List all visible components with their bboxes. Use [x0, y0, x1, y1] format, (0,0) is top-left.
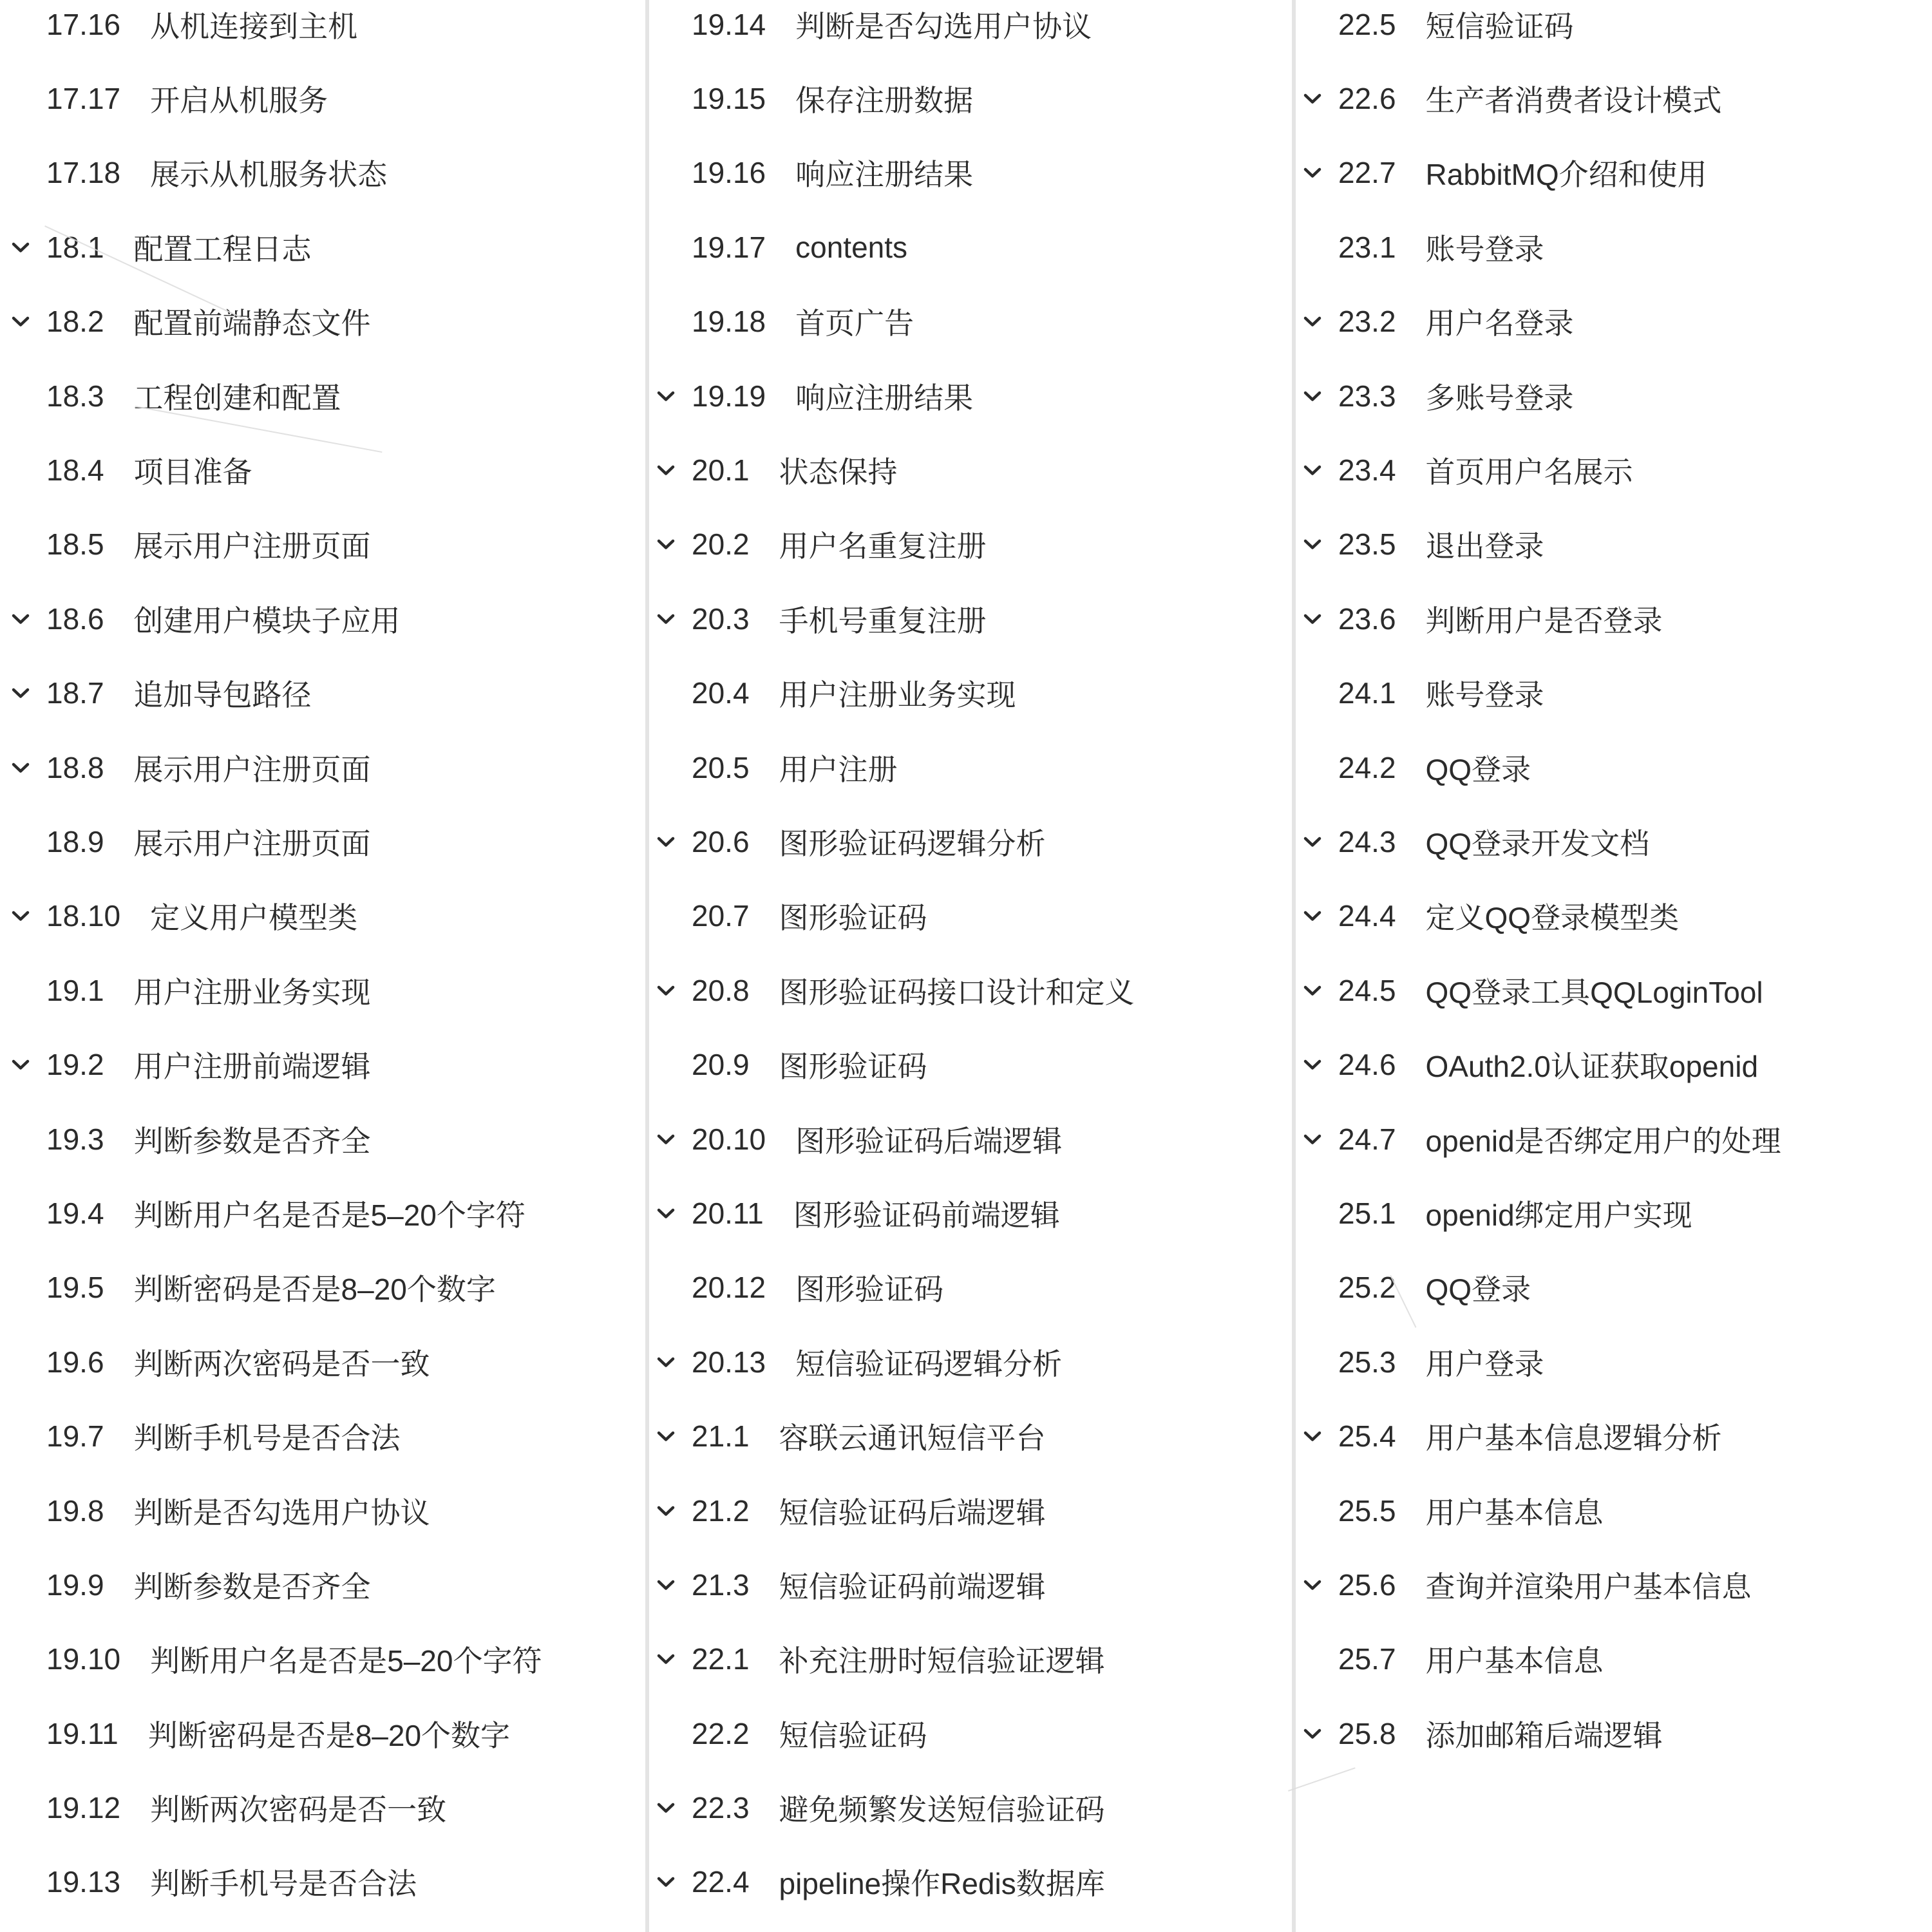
toc-item[interactable] — [657, 730, 1292, 804]
toc-item-title: QQ登录开发文档 — [1425, 826, 1650, 860]
toc-item-title: 判断是否勾选用户协议 — [133, 1495, 430, 1530]
toc-item-number: 19.4 — [46, 1196, 104, 1230]
toc-item[interactable] — [12, 285, 645, 359]
toc-item[interactable] — [12, 359, 645, 433]
toc-item-number: 25.3 — [1338, 1345, 1396, 1379]
toc-item[interactable] — [12, 1696, 645, 1770]
toc-item-number: 22.2 — [692, 1716, 750, 1750]
toc-item[interactable] — [12, 1102, 645, 1176]
toc-item[interactable] — [657, 656, 1292, 730]
toc-item[interactable] — [657, 1325, 1292, 1399]
toc-item-number: 19.9 — [46, 1567, 104, 1602]
toc-item[interactable] — [657, 61, 1292, 135]
toc-item[interactable] — [657, 582, 1292, 656]
toc-item-title: 手机号重复注册 — [779, 603, 987, 638]
toc-item-number: 22.4 — [692, 1865, 750, 1899]
chevron-down-icon[interactable] — [12, 316, 46, 327]
toc-item-number: 24.5 — [1338, 973, 1396, 1007]
toc-item-title: 图形验证码逻辑分析 — [779, 826, 1046, 860]
toc-item-title: 短信验证码逻辑分析 — [795, 1347, 1063, 1381]
chevron-down-icon[interactable] — [1303, 1059, 1338, 1070]
chevron-down-icon[interactable] — [1303, 985, 1338, 996]
toc-item[interactable] — [12, 730, 645, 804]
toc-item-title: 用户基本信息 — [1425, 1495, 1604, 1530]
toc-list-2 — [657, 0, 1292, 1919]
toc-item-number: 19.8 — [46, 1493, 104, 1528]
toc-item[interactable] — [12, 1770, 645, 1844]
toc-item-title: 判断密码是否是8–20个数字 — [133, 1273, 496, 1307]
toc-item-number: 19.14 — [692, 7, 766, 41]
toc-item[interactable] — [12, 953, 645, 1027]
toc-item-title: 判断手机号是否合法 — [133, 1421, 401, 1455]
toc-item-title: 定义QQ登录模型类 — [1425, 901, 1680, 935]
toc-item-title: QQ登录 — [1425, 1273, 1531, 1307]
toc-item[interactable] — [1303, 1622, 1932, 1696]
toc-item-title: 状态保持 — [779, 455, 898, 489]
toc-item-title: 容联云通讯短信平台 — [779, 1421, 1046, 1455]
toc-item-title: 账号登录 — [1425, 678, 1544, 712]
toc-item-title: 首页用户名展示 — [1425, 455, 1633, 489]
toc-item-number: 20.6 — [692, 824, 750, 858]
toc-item-number: 24.4 — [1338, 899, 1396, 933]
toc-item[interactable] — [1303, 804, 1932, 878]
toc-item-title: 开启从机服务 — [150, 84, 328, 118]
toc-item[interactable] — [657, 0, 1292, 61]
toc-item-title: 短信验证码 — [779, 1718, 927, 1752]
toc-item-number: 18.6 — [46, 601, 104, 636]
toc-item[interactable] — [1303, 1176, 1932, 1250]
toc-item-number: 19.19 — [692, 379, 766, 413]
toc-item-title: 用户名登录 — [1425, 307, 1574, 341]
chevron-down-icon[interactable] — [12, 762, 46, 773]
toc-item-title: 短信验证码 — [1425, 9, 1574, 43]
toc-item[interactable] — [1303, 1102, 1932, 1176]
toc-item[interactable] — [657, 1696, 1292, 1770]
toc-item-title: 生产者消费者设计模式 — [1425, 84, 1722, 118]
chevron-down-icon[interactable] — [657, 464, 692, 476]
toc-item[interactable] — [657, 804, 1292, 878]
toc-item-number: 20.12 — [692, 1271, 766, 1305]
toc-item-number: 18.2 — [46, 305, 104, 339]
toc-item-title: 配置工程日志 — [133, 232, 312, 266]
chevron-down-icon[interactable] — [1303, 1728, 1338, 1739]
toc-item-number: 19.10 — [46, 1642, 121, 1676]
toc-item-title: 判断用户名是否是5–20个字符 — [133, 1198, 526, 1232]
toc-item-title: openid是否绑定用户的处理 — [1425, 1124, 1781, 1158]
chevron-down-icon[interactable] — [657, 613, 692, 625]
toc-item-number: 24.2 — [1338, 750, 1396, 784]
toc-item[interactable] — [12, 1473, 645, 1548]
toc-item-number: 22.6 — [1338, 82, 1396, 116]
toc-list-3 — [1303, 0, 1932, 1770]
toc-item[interactable] — [657, 433, 1292, 507]
toc-item[interactable] — [657, 1622, 1292, 1696]
toc-item-title: 展示用户注册页面 — [133, 826, 371, 860]
toc-item[interactable] — [1303, 210, 1932, 284]
toc-item[interactable] — [1303, 507, 1932, 582]
toc-item[interactable] — [657, 879, 1292, 953]
chevron-down-icon[interactable] — [1303, 390, 1338, 402]
chevron-down-icon[interactable] — [1303, 1579, 1338, 1591]
chevron-down-icon[interactable] — [12, 687, 46, 699]
toc-item[interactable] — [12, 61, 645, 135]
chevron-down-icon[interactable] — [12, 1059, 46, 1070]
toc-item-number: 18.5 — [46, 527, 104, 562]
chevron-down-icon[interactable] — [1303, 93, 1338, 104]
toc-item-number: 20.4 — [692, 676, 750, 710]
chevron-down-icon[interactable] — [657, 1356, 692, 1368]
chevron-down-icon[interactable] — [657, 390, 692, 402]
chevron-down-icon[interactable] — [1303, 167, 1338, 178]
toc-item-title: contents — [795, 230, 908, 264]
toc-item-number: 25.2 — [1338, 1271, 1396, 1305]
toc-item[interactable] — [1303, 1251, 1932, 1325]
toc-item[interactable] — [12, 879, 645, 953]
toc-item-title: 短信验证码前端逻辑 — [779, 1569, 1046, 1604]
toc-item[interactable] — [1303, 285, 1932, 359]
toc-item-number: 20.3 — [692, 601, 750, 636]
toc-item-title: 图形验证码 — [795, 1273, 944, 1307]
toc-item-number: 23.5 — [1338, 527, 1396, 562]
toc-item-number: 20.13 — [692, 1345, 766, 1379]
toc-item-number: 21.2 — [692, 1493, 750, 1528]
toc-item-title: 添加邮箱后端逻辑 — [1425, 1718, 1663, 1752]
toc-item[interactable] — [12, 0, 645, 61]
chevron-down-icon[interactable] — [1303, 464, 1338, 476]
toc-item-title: 判断密码是否是8–20个数字 — [147, 1718, 511, 1752]
toc-item-number: 19.16 — [692, 156, 766, 190]
toc-item-number: 18.10 — [46, 899, 121, 933]
toc-item-title: 避免频繁发送短信验证码 — [779, 1793, 1105, 1827]
toc-item-number: 19.6 — [46, 1345, 104, 1379]
chevron-down-icon[interactable] — [1303, 910, 1338, 922]
toc-item-number: 20.9 — [692, 1048, 750, 1082]
toc-item[interactable] — [657, 359, 1292, 433]
toc-item[interactable] — [657, 210, 1292, 284]
toc-item-title: 多账号登录 — [1425, 381, 1574, 415]
chevron-down-icon[interactable] — [657, 985, 692, 996]
toc-item-title: 判断两次密码是否一致 — [150, 1793, 447, 1827]
toc-item[interactable] — [12, 1027, 645, 1101]
toc-item-title: 图形验证码后端逻辑 — [795, 1124, 1063, 1158]
toc-item[interactable] — [12, 1176, 645, 1250]
toc-item[interactable] — [12, 804, 645, 878]
chevron-down-icon[interactable] — [12, 242, 46, 253]
toc-item-title: QQ登录工具QQLoginTool — [1425, 975, 1763, 1009]
toc-item-title: 短信验证码后端逻辑 — [779, 1495, 1046, 1530]
toc-item-number: 19.15 — [692, 82, 766, 116]
toc-item-number: 24.3 — [1338, 824, 1396, 858]
toc-item[interactable] — [657, 1176, 1292, 1250]
toc-item-title: 用户注册业务实现 — [133, 975, 371, 1009]
toc-item-title: 用户注册前端逻辑 — [133, 1050, 371, 1084]
toc-item-title: OAuth2.0认证获取openid — [1425, 1050, 1759, 1084]
chevron-down-icon[interactable] — [1303, 613, 1338, 625]
toc-item-number: 17.17 — [46, 82, 121, 116]
toc-item-number: 25.7 — [1338, 1642, 1396, 1676]
toc-item-title: openid绑定用户实现 — [1425, 1198, 1692, 1232]
toc-list-1 — [12, 0, 645, 1919]
toc-item[interactable] — [1303, 1399, 1932, 1473]
toc-item-title: 追加导包路径 — [133, 678, 312, 712]
toc-item-title: 判断手机号是否合法 — [150, 1867, 417, 1901]
toc-item-title: 判断参数是否齐全 — [133, 1569, 371, 1604]
toc-item-number: 23.2 — [1338, 305, 1396, 339]
toc-item-title: 保存注册数据 — [795, 84, 974, 118]
toc-item[interactable] — [12, 1399, 645, 1473]
toc-column-2 — [645, 0, 1292, 1932]
toc-item-title: 创建用户模块子应用 — [133, 603, 401, 638]
toc-item-number: 25.6 — [1338, 1567, 1396, 1602]
toc-item-title: 图形验证码接口设计和定义 — [779, 975, 1135, 1009]
toc-item[interactable] — [657, 136, 1292, 210]
toc-item-number: 23.1 — [1338, 230, 1396, 264]
toc-item[interactable] — [1303, 582, 1932, 656]
toc-item-number: 19.12 — [46, 1791, 121, 1825]
toc-item-number: 19.11 — [46, 1716, 118, 1750]
toc-item-title: 判断参数是否齐全 — [133, 1124, 371, 1158]
toc-item-number: 23.3 — [1338, 379, 1396, 413]
toc-column-1 — [0, 0, 645, 1932]
toc-item-title: 补充注册时短信验证逻辑 — [779, 1644, 1105, 1678]
toc-item-title: 判断两次密码是否一致 — [133, 1347, 430, 1381]
toc-item-number: 17.18 — [46, 156, 121, 190]
toc-item[interactable] — [12, 507, 645, 582]
chevron-down-icon[interactable] — [1303, 538, 1338, 550]
toc-item-number: 18.3 — [46, 379, 104, 413]
toc-item-number: 21.1 — [692, 1419, 750, 1454]
toc-item[interactable] — [1303, 359, 1932, 433]
toc-item-title: 判断用户是否登录 — [1425, 603, 1663, 638]
toc-item-number: 25.1 — [1338, 1196, 1396, 1230]
chevron-down-icon[interactable] — [657, 1876, 692, 1888]
toc-item-title: 账号登录 — [1425, 232, 1544, 266]
toc-item-number: 24.7 — [1338, 1122, 1396, 1156]
toc-item[interactable] — [657, 1473, 1292, 1548]
toc-item-title: 判断是否勾选用户协议 — [795, 9, 1092, 43]
toc-item-title: 响应注册结果 — [795, 158, 974, 192]
chevron-down-icon[interactable] — [12, 910, 46, 922]
toc-item-title: 项目准备 — [133, 455, 252, 489]
toc-item[interactable] — [657, 1027, 1292, 1101]
chevron-down-icon[interactable] — [657, 1430, 692, 1442]
chevron-down-icon[interactable] — [12, 613, 46, 625]
toc-item-number: 22.5 — [1338, 7, 1396, 41]
toc-item-title: QQ登录 — [1425, 752, 1531, 786]
toc-item[interactable] — [657, 507, 1292, 582]
toc-item-title: 响应注册结果 — [795, 381, 974, 415]
toc-item-number: 20.5 — [692, 750, 750, 784]
toc-item[interactable] — [1303, 0, 1932, 61]
toc-item[interactable] — [657, 1251, 1292, 1325]
toc-item-number: 23.6 — [1338, 601, 1396, 636]
chevron-down-icon[interactable] — [657, 1802, 692, 1814]
toc-item-title: 图形验证码 — [779, 1050, 927, 1084]
chevron-down-icon[interactable] — [1303, 316, 1338, 327]
toc-item-title: pipeline操作Redis数据库 — [779, 1867, 1105, 1901]
toc-item-number: 25.5 — [1338, 1493, 1396, 1528]
toc-item-number: 20.2 — [692, 527, 750, 562]
toc-item[interactable] — [657, 1845, 1292, 1919]
toc-item[interactable] — [12, 1845, 645, 1919]
toc-item-title: 用户基本信息逻辑分析 — [1425, 1421, 1722, 1455]
toc-item[interactable] — [1303, 656, 1932, 730]
toc-item[interactable] — [12, 136, 645, 210]
toc-item-number: 24.1 — [1338, 676, 1396, 710]
toc-item-title: 用户登录 — [1425, 1347, 1544, 1381]
toc-item-title: 用户名重复注册 — [779, 529, 987, 564]
toc-item[interactable] — [1303, 730, 1932, 804]
toc-item-title: 判断用户名是否是5–20个字符 — [150, 1644, 542, 1678]
toc-item-number: 19.2 — [46, 1048, 104, 1082]
chevron-down-icon[interactable] — [657, 836, 692, 848]
toc-item-title: 用户基本信息 — [1425, 1644, 1604, 1678]
chevron-down-icon[interactable] — [657, 1133, 692, 1145]
toc-item[interactable] — [1303, 1696, 1932, 1770]
chevron-down-icon[interactable] — [657, 1653, 692, 1665]
toc-item-number: 22.3 — [692, 1791, 750, 1825]
toc-item[interactable] — [1303, 1027, 1932, 1101]
toc-item-title: 定义用户模型类 — [150, 901, 358, 935]
toc-item[interactable] — [657, 285, 1292, 359]
toc-item-title: 图形验证码前端逻辑 — [793, 1198, 1060, 1232]
toc-item-number: 20.1 — [692, 453, 750, 488]
toc-item-number: 25.4 — [1338, 1419, 1396, 1454]
toc-item-title: 展示用户注册页面 — [133, 752, 371, 786]
chevron-down-icon[interactable] — [1303, 1133, 1338, 1145]
chevron-down-icon[interactable] — [657, 1579, 692, 1591]
chevron-down-icon[interactable] — [1303, 836, 1338, 848]
toc-item-number: 25.8 — [1338, 1716, 1396, 1750]
toc-item[interactable] — [1303, 1473, 1932, 1548]
toc-item[interactable] — [12, 582, 645, 656]
toc-column-3 — [1292, 0, 1932, 1932]
toc-item-number: 18.7 — [46, 676, 104, 710]
toc-item-number: 19.3 — [46, 1122, 104, 1156]
toc-item[interactable] — [1303, 136, 1932, 210]
chevron-down-icon[interactable] — [657, 1208, 692, 1219]
toc-item[interactable] — [12, 433, 645, 507]
toc-item-title: 用户注册业务实现 — [779, 678, 1016, 712]
toc-item[interactable] — [12, 1548, 645, 1622]
toc-item-title: RabbitMQ介绍和使用 — [1425, 158, 1707, 192]
toc-item[interactable] — [1303, 433, 1932, 507]
toc-item-number: 19.17 — [692, 230, 766, 264]
toc-item-number: 20.8 — [692, 973, 750, 1007]
toc-item-number: 20.11 — [692, 1196, 764, 1230]
toc-item[interactable] — [1303, 61, 1932, 135]
toc-item-number: 18.9 — [46, 824, 104, 858]
toc-item-number: 17.16 — [46, 7, 121, 41]
chevron-down-icon[interactable] — [657, 1505, 692, 1517]
toc-item-title: 配置前端静态文件 — [133, 307, 371, 341]
toc-item-title: 首页广告 — [795, 307, 914, 341]
toc-item-number: 18.4 — [46, 453, 104, 488]
toc-item-title: 图形验证码 — [779, 901, 927, 935]
toc-item-number: 19.7 — [46, 1419, 104, 1454]
toc-item[interactable] — [657, 1102, 1292, 1176]
chevron-down-icon[interactable] — [1303, 1430, 1338, 1442]
toc-item-number: 22.7 — [1338, 156, 1396, 190]
toc-item-title: 展示从机服务状态 — [150, 158, 388, 192]
toc-item-number: 18.8 — [46, 750, 104, 784]
toc-item-number: 22.1 — [692, 1642, 750, 1676]
toc-item[interactable] — [657, 1770, 1292, 1844]
toc-item-number: 20.10 — [692, 1122, 766, 1156]
toc-item[interactable] — [1303, 953, 1932, 1027]
toc-item[interactable] — [657, 1399, 1292, 1473]
toc-item[interactable] — [1303, 1325, 1932, 1399]
toc-item-number: 19.5 — [46, 1271, 104, 1305]
toc-item[interactable] — [657, 1548, 1292, 1622]
toc-item-title: 工程创建和配置 — [133, 381, 341, 415]
toc-item-number: 19.13 — [46, 1865, 121, 1899]
toc-item[interactable] — [12, 1622, 645, 1696]
toc-item-number: 21.3 — [692, 1567, 750, 1602]
toc-item[interactable] — [12, 1325, 645, 1399]
toc-item[interactable] — [657, 953, 1292, 1027]
toc-item[interactable] — [12, 1251, 645, 1325]
toc-item[interactable] — [1303, 1548, 1932, 1622]
toc-item-title: 展示用户注册页面 — [133, 529, 371, 564]
toc-item-title: 从机连接到主机 — [150, 9, 358, 43]
toc-item[interactable] — [1303, 879, 1932, 953]
toc-item-number: 19.18 — [692, 305, 766, 339]
toc-item-title: 退出登录 — [1425, 529, 1544, 564]
toc-item[interactable] — [12, 656, 645, 730]
toc-item-number: 18.1 — [46, 230, 104, 264]
toc-item-number: 20.7 — [692, 899, 750, 933]
toc-item-number: 19.1 — [46, 973, 104, 1007]
chevron-down-icon[interactable] — [657, 538, 692, 550]
toc-item-title: 查询并渲染用户基本信息 — [1425, 1569, 1752, 1604]
toc-item[interactable] — [12, 210, 645, 284]
toc-item-number: 23.4 — [1338, 453, 1396, 488]
toc-item-title: 用户注册 — [779, 752, 898, 786]
toc-item-number: 24.6 — [1338, 1048, 1396, 1082]
